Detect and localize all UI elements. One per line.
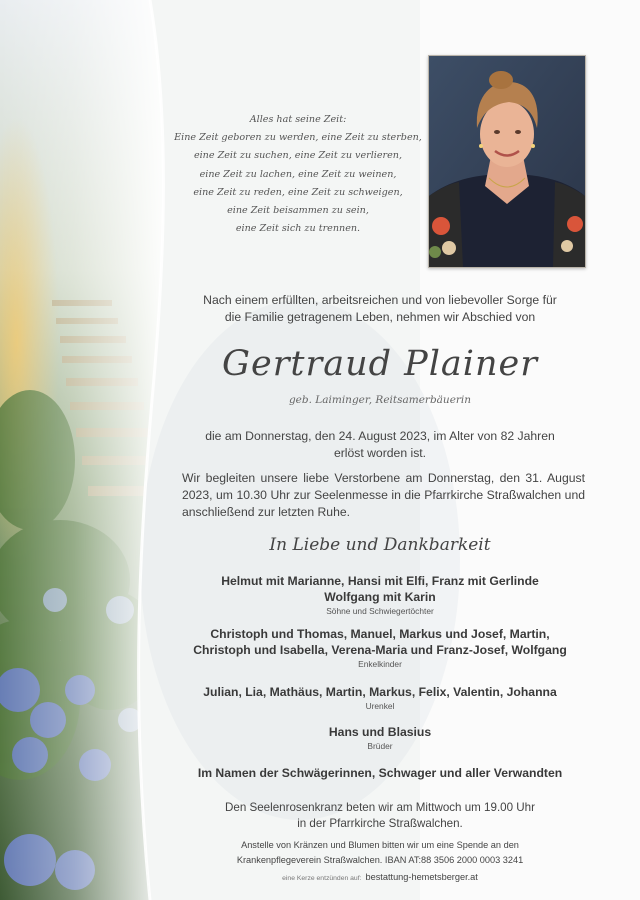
intro-line: die Familie getragenem Leben, nehmen wir Abschied von	[224, 310, 536, 324]
family-relation: Söhne und Schwiegertöchter	[326, 606, 434, 616]
family-relation: Enkelkinder	[358, 659, 402, 669]
closing-phrase: In Liebe und Dankbarkeit	[269, 535, 491, 555]
family-names: Christoph und Isabella, Verena-Maria und Franz-Josef, Wolfgang	[193, 643, 567, 657]
family-group-brothers	[170, 724, 590, 751]
footer-label: eine Kerze entzünden auf:	[282, 875, 362, 882]
portrait-photo	[428, 55, 586, 268]
intro-text	[170, 292, 590, 326]
family-group-grandchildren	[170, 626, 590, 669]
funeral-notice: Wir begleiten unsere liebe Verstorbene am Donnerstag, den 31. August 2023, um 10.30 Uhr zur Seelenmesse in die Pfarrkirche Straßwalchen und anschließend zur letzten Ruhe.	[182, 471, 585, 519]
poem-line: eine Zeit zu reden, eine Zeit zu schweigen,	[193, 186, 403, 198]
family-names: Christoph und Thomas, Manuel, Markus und Josef, Martin,	[210, 627, 550, 641]
deceased-name: Gertraud Plainer	[222, 344, 538, 384]
family-names: Helmut mit Marianne, Hansi mit Elfi, Franz mit Gerlinde	[221, 574, 539, 588]
poem-line: Alles hat seine Zeit:	[249, 114, 347, 125]
family-names: Wolfgang mit Karin	[324, 590, 436, 604]
donation-line: Anstelle von Kränzen und Blumen bitten wir um eine Spende an den	[241, 840, 519, 850]
poem-line: eine Zeit zu suchen, eine Zeit zu verlieren,	[193, 150, 403, 162]
rosary-line: Den Seelenrosenkranz beten wir am Mittwoch um 19.00 Uhr	[225, 801, 535, 814]
poem	[168, 111, 428, 238]
donation-line: Krankenpflegeverein Straßwalchen. IBAN AT:88 3506 2000 0003 3241	[236, 854, 524, 865]
footer	[170, 872, 590, 882]
death-line: die am Donnerstag, den 24. August 2023, im Alter von 82 Jahren	[205, 429, 555, 443]
family-group-sons	[170, 573, 590, 616]
rosary-notice	[170, 800, 590, 832]
family-names: Julian, Lia, Mathäus, Martin, Markus, Felix, Valentin, Johanna	[203, 685, 557, 699]
family-names: Hans und Blasius	[328, 725, 432, 739]
death-notice	[170, 428, 590, 462]
poem-line: Eine Zeit geboren zu werden, eine Zeit zu sterben,	[174, 132, 422, 144]
donation-notice	[170, 838, 590, 867]
funeral-home-link[interactable]: bestattung-hemetsberger.at	[365, 872, 478, 882]
family-group-great-grandchildren	[170, 684, 590, 711]
intro-line: Nach einem erfüllten, arbeitsreichen und von liebevoller Sorge für	[203, 293, 557, 307]
death-line: erlöst worden ist.	[333, 446, 427, 460]
maiden-name: geb. Laiminger, Reitsamerbäuerin	[288, 394, 472, 406]
poem-line: eine Zeit zu lachen, eine Zeit zu weinen,	[199, 168, 397, 180]
family-names: Im Namen der Schwägerinnen, Schwager und aller Verwandten	[197, 766, 563, 780]
family-relation: Brüder	[367, 741, 393, 751]
poem-line: eine Zeit sich zu trennen.	[235, 223, 361, 235]
family-group-relatives	[170, 765, 590, 781]
poem-line: eine Zeit beisammen zu sein,	[227, 205, 369, 217]
rosary-line: in der Pfarrkirche Straßwalchen.	[297, 817, 463, 830]
family-relation: Urenkel	[365, 701, 395, 711]
